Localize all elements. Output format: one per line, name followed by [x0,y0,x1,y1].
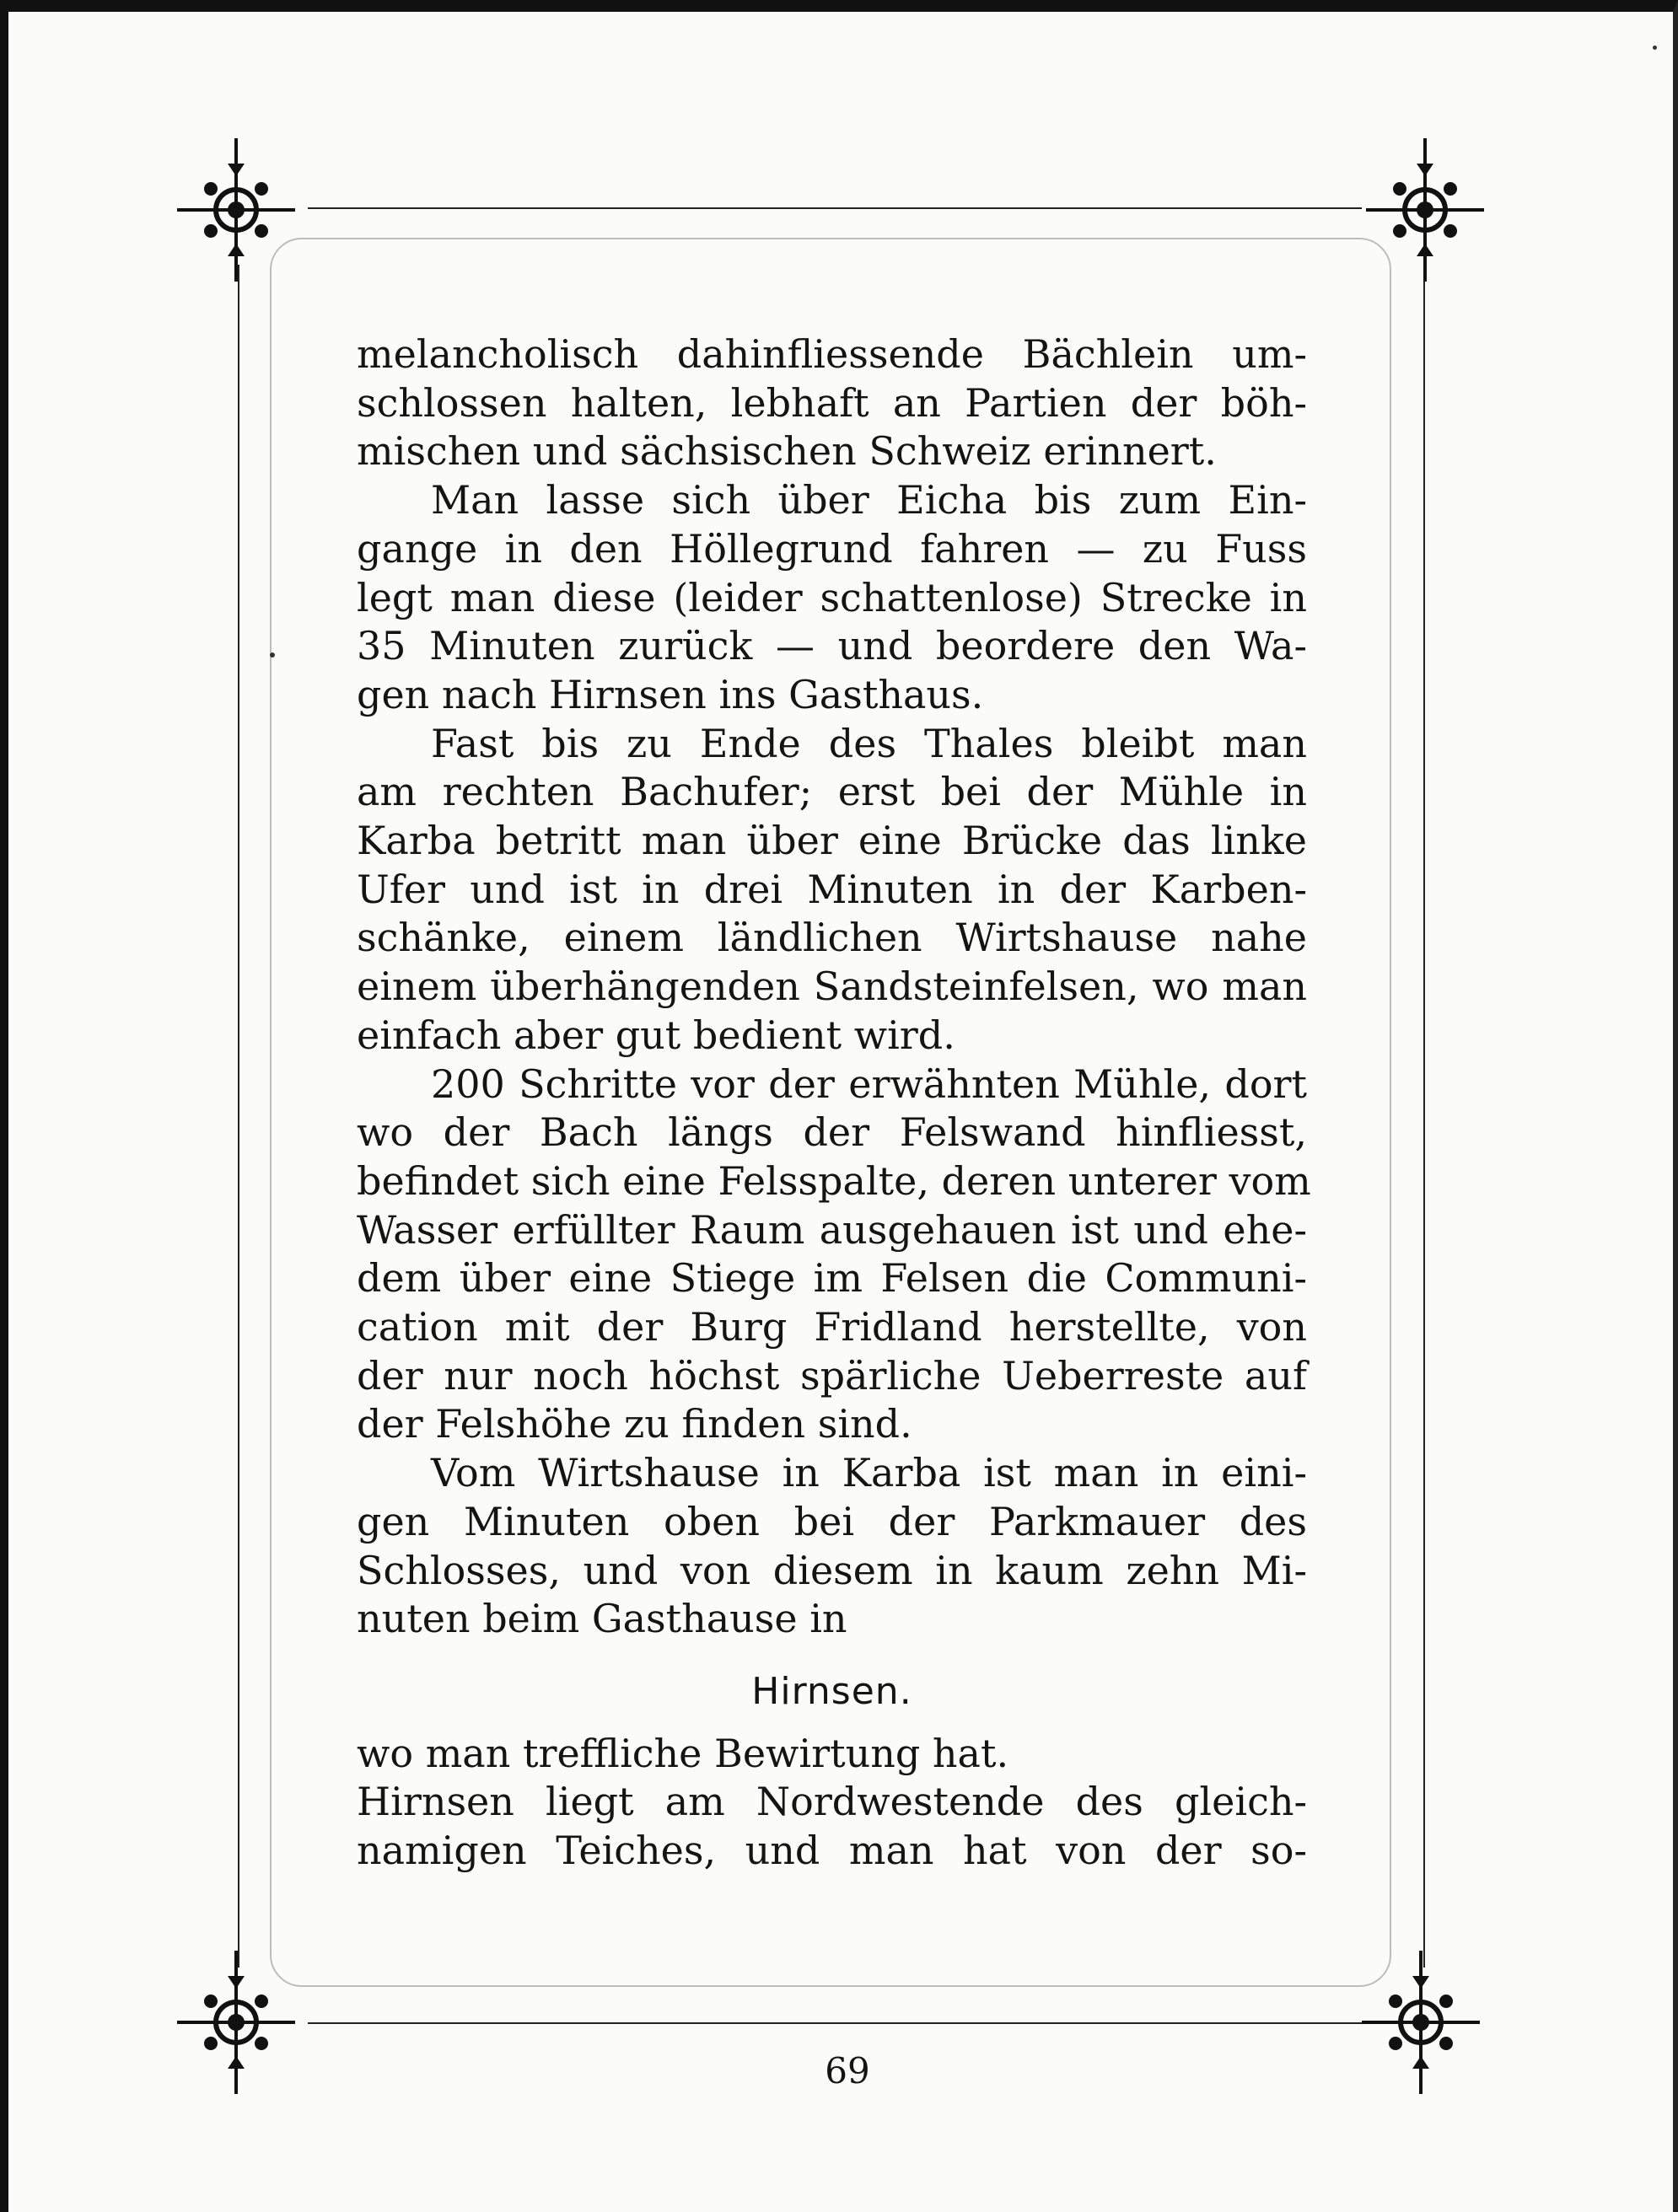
text-line: mischen und sächsischen Schweiz erinnert. [357,428,1217,475]
corner-ornament-top-right [1366,138,1484,282]
text-line: 200 Schritte vor der erwähnten Mühle, dort [431,1060,1307,1107]
text-line: befindet sich eine Felsspalte, deren unterer vom [357,1157,1311,1204]
text-line: Man lasse sich über Eicha bis zum Ein- [431,477,1307,523]
frame-right-line [1423,265,1425,1968]
text-line: Ufer und ist in drei Minuten in der Karben- [357,866,1307,912]
text-line: Fast bis zu Ende des Thales bleibt man [431,720,1307,766]
text-line: dem über eine Stiege im Felsen die Communi- [357,1255,1307,1302]
text-line: namigen Teiches, und man hat von der so- [357,1828,1307,1874]
frame-bottom-line [308,2022,1362,2024]
text-line: wo man treffliche Bewirtung hat. [357,1730,1009,1776]
text-line: der nur noch höchst spärliche Ueberreste auf [357,1352,1307,1399]
frame-left-line [238,265,239,1968]
text-line: Hirnsen liegt am Nordwestende des gleich- [357,1779,1307,1825]
corner-ornament-top-left [177,138,295,282]
text-line: cation mit der Burg Fridland herstellte, von [357,1304,1307,1350]
text-line: gange in den Höllegrund fahren — zu Fuss [357,525,1307,572]
text-line: der Felshöhe zu finden sind. [357,1401,912,1447]
text-line: Schlosses, und von diesem in kaum zehn Mi- [357,1547,1307,1593]
body-text [357,330,1311,1876]
text-line: am rechten Bachufer; erst bei der Mühle in [357,769,1307,815]
frame-top-line [308,207,1362,209]
text-line: wo der Bach längs der Felswand hinfliesst, [357,1109,1307,1156]
text-line: einfach aber gut bedient wird. [357,1012,955,1058]
text-line: schänke, einem ländlichen Wirtshause nahe [357,915,1307,961]
text-line: schlossen halten, lebhaft an Partien der böh- [357,379,1307,426]
text-line: gen Minuten oben bei der Parkmauer des [357,1498,1307,1544]
text-line: Wasser erfüllter Raum ausgehauen ist und ehe- [357,1206,1307,1253]
text-line: einem überhängenden Sandsteinfelsen, wo man [357,964,1307,1010]
text-line: nuten beim Gasthause in [357,1596,847,1642]
text-line: legt man diese (leider schattenlose) Strecke in [357,574,1307,620]
text-line: 35 Minuten zurück — und beordere den Wa- [357,623,1307,669]
margin-speck [1653,46,1657,50]
text-line: Karba betritt man über eine Brücke das linke [357,818,1307,864]
text-line: gen nach Hirnsen ins Gasthaus. [357,671,984,717]
text-line: Vom Wirtshause in Karba ist man in eini- [431,1450,1307,1496]
margin-speck [270,652,275,658]
page-number: 69 [825,2050,870,2091]
text-line: melancholisch dahinfliessende Bächlein um- [357,331,1307,377]
section-heading: Hirnsen. [751,1669,912,1713]
